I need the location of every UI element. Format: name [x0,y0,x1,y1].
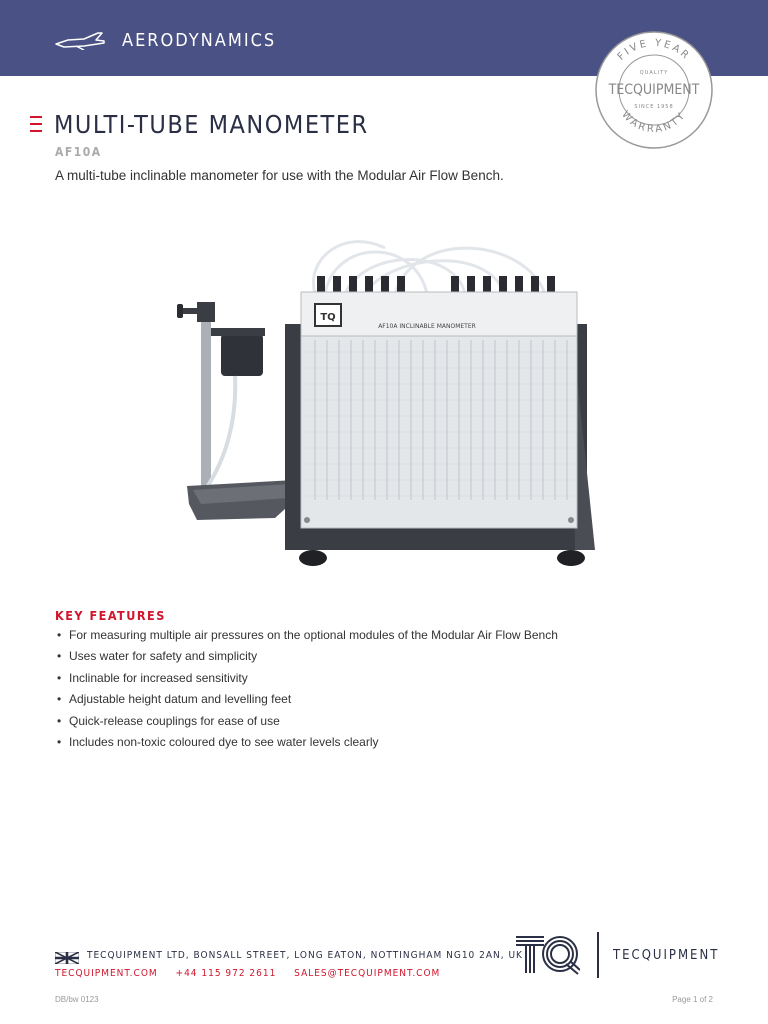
phone-number[interactable]: +44 115 972 2611 [175,968,277,979]
page-title: MULTI-TUBE MANOMETER [54,110,369,139]
badge-since: SINCE 1958 [634,104,674,110]
tq-logo-icon [514,934,580,976]
footer-divider [597,932,599,978]
email-link[interactable]: SALES@TECQUIPMENT.COM [294,968,441,979]
feature-item: • Uses water for safety and simplicity [55,646,558,667]
feature-item: • Inclinable for increased sensitivity [55,668,558,689]
badge-top-text: FIVE YEAR [615,37,693,63]
product-description: A multi-tube inclinable manometer for use with the Modular Air Flow Bench. [55,168,504,183]
title-marker-icon [30,116,42,132]
contact-line [55,968,454,979]
feature-item: • Quick-release couplings for ease of use [55,711,558,732]
badge-bottom-text: WARRANTY [619,109,689,136]
website-link[interactable]: TECQUIPMENT.COM [55,968,158,979]
warranty-badge [594,30,714,150]
product-code: AF10A [55,145,102,159]
svg-text:TQ: TQ [320,312,336,323]
badge-brand: TECQUIPMENT [608,82,700,98]
key-features-list [55,625,558,753]
page-number: Page 1 of 2 [672,995,713,1004]
badge-quality: QUALITY [639,70,669,76]
category-label: AERODYNAMICS [122,30,277,51]
manometer-product-image [165,228,605,578]
uk-flag-icon [55,952,79,964]
jet-plane-icon [54,30,106,50]
brand-name: TECQUIPMENT [613,948,720,963]
feature-item: • For measuring multiple air pressures on the optional modules of the Modular Air Flow Bench [55,625,558,646]
key-features-heading: KEY FEATURES [55,608,166,623]
feature-item: • Adjustable height datum and levelling feet [55,689,558,710]
document-reference: DB/bw 0123 [55,995,99,1004]
feature-item: • Includes non-toxic coloured dye to see water levels clearly [55,732,558,753]
panel-label: AF10A INCLINABLE MANOMETER [378,323,476,330]
company-address: TECQUIPMENT LTD, BONSALL STREET, LONG EATON, NOTTINGHAM NG10 2AN, UK [87,950,523,961]
